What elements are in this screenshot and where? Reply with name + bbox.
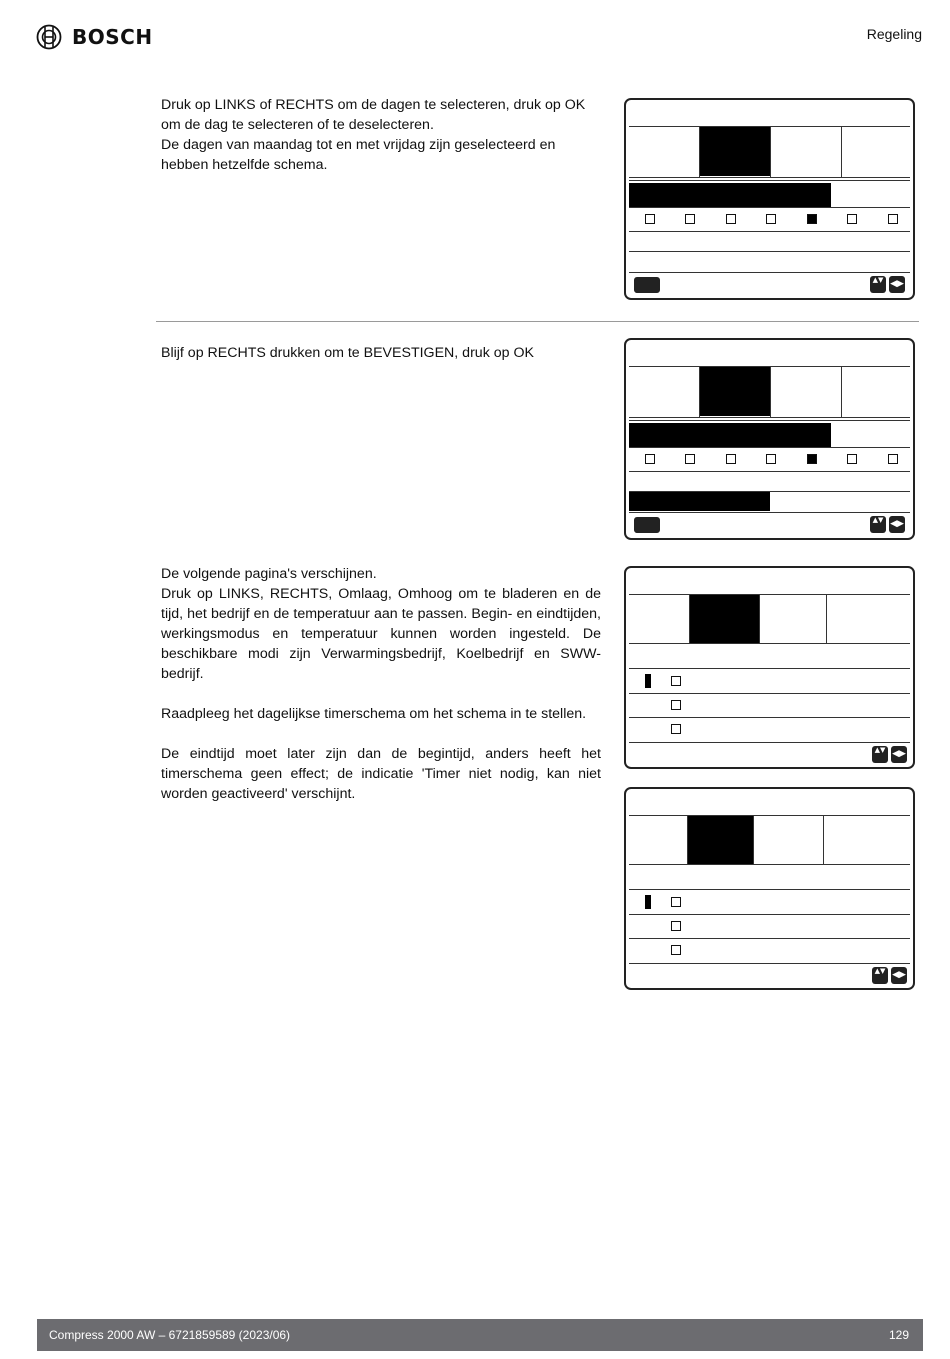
up-down-arrows-icon[interactable]: ▲▼ — [872, 746, 888, 763]
timer-row-checkbox-2[interactable] — [671, 921, 681, 931]
lcd-screen-timer-edit-2 — [624, 787, 915, 990]
softkey-icon[interactable] — [634, 277, 660, 293]
left-right-arrows-icon[interactable]: ◀▶ — [891, 746, 907, 763]
lcd-screen-confirm — [624, 338, 915, 540]
left-right-arrows-icon[interactable]: ◀▶ — [889, 276, 905, 293]
up-down-arrows-icon[interactable]: ▲▼ — [872, 967, 888, 984]
up-down-arrows-icon[interactable]: ▲▼ — [870, 276, 886, 293]
day-checkbox-7[interactable] — [888, 454, 898, 464]
row-cursor — [645, 895, 651, 909]
up-down-arrows-icon[interactable]: ▲▼ — [870, 516, 886, 533]
selected-row-bar — [629, 183, 831, 207]
row-cursor — [645, 674, 651, 688]
bosch-armature-icon — [36, 24, 62, 50]
lcd-screen-day-select — [624, 98, 915, 300]
instruction-advice: Raadpleeg het dagelijkse timerschema om het schema in te stellen. — [161, 706, 587, 722]
instruction-navigate: Druk op LINKS, RECHTS, Omlaag, Omhoog om te bladeren en de tijd, het bedrijf en de temperatuur aan te passen. Begin- en eindtijden, werkingsmodus en temperatuur kunnen worden ingesteld. De beschikbare modi zijn Verwarmingsbedrijf, Koelbedrijf en SWW-bedrijf. — [161, 586, 601, 682]
timer-row-checkbox-3[interactable] — [671, 945, 681, 955]
brand-name: BOSCH — [72, 25, 153, 49]
document-id: Compress 2000 AW – 6721859589 (2023/06) — [49, 1328, 291, 1342]
instruction-block-2 — [161, 343, 601, 363]
left-right-arrows-icon[interactable]: ◀▶ — [891, 967, 907, 984]
instruction-confirm: Blijf op RECHTS drukken om te BEVESTIGEN, druk op OK — [161, 345, 534, 361]
day-checkbox-2[interactable] — [685, 214, 695, 224]
day-checkbox-2[interactable] — [685, 454, 695, 464]
selected-tab — [700, 127, 770, 176]
brand-logo — [36, 24, 153, 50]
day-checkbox-4[interactable] — [766, 454, 776, 464]
selected-tab — [690, 595, 759, 643]
timer-row-checkbox-2[interactable] — [671, 700, 681, 710]
page-number: 129 — [888, 1328, 909, 1342]
day-checkbox-1[interactable] — [645, 214, 655, 224]
section-title: Regeling — [866, 26, 922, 42]
timer-row-checkbox-1[interactable] — [671, 897, 681, 907]
instruction-intro: De volgende pagina's verschijnen. — [161, 566, 377, 582]
selected-tab — [700, 367, 770, 416]
instruction-select-days: Druk op LINKS of RECHTS om de dagen te selecteren, druk op OK om de dag te selecteren of te deselecteren. — [161, 97, 586, 133]
softkey-icon[interactable] — [634, 517, 660, 533]
selected-row-bar — [629, 423, 831, 447]
page-footer — [37, 1319, 923, 1351]
timer-row-checkbox-1[interactable] — [671, 676, 681, 686]
instruction-block-3 — [161, 564, 601, 804]
day-checkbox-7[interactable] — [888, 214, 898, 224]
instruction-note: De eindtijd moet later zijn dan de begintijd, anders heeft het timerschema geen effect; de indicatie 'Timer niet nodig, kan niet worden geactiveerd' verschijnt. — [161, 746, 601, 802]
selected-tab — [688, 816, 753, 864]
instruction-selected-days: De dagen van maandag tot en met vrijdag zijn geselecteerd en hebben hetzelfde schema. — [161, 137, 556, 173]
day-checkbox-5[interactable] — [807, 214, 817, 224]
confirm-progress-bar — [629, 492, 770, 511]
day-checkbox-5[interactable] — [807, 454, 817, 464]
day-checkbox-1[interactable] — [645, 454, 655, 464]
day-checkbox-3[interactable] — [726, 454, 736, 464]
day-checkbox-3[interactable] — [726, 214, 736, 224]
day-checkbox-6[interactable] — [847, 454, 857, 464]
instruction-block-1 — [161, 95, 601, 175]
timer-row-checkbox-3[interactable] — [671, 724, 681, 734]
day-checkbox-4[interactable] — [766, 214, 776, 224]
section-divider — [156, 321, 919, 322]
left-right-arrows-icon[interactable]: ◀▶ — [889, 516, 905, 533]
day-checkbox-6[interactable] — [847, 214, 857, 224]
lcd-screen-timer-edit-1 — [624, 566, 915, 769]
